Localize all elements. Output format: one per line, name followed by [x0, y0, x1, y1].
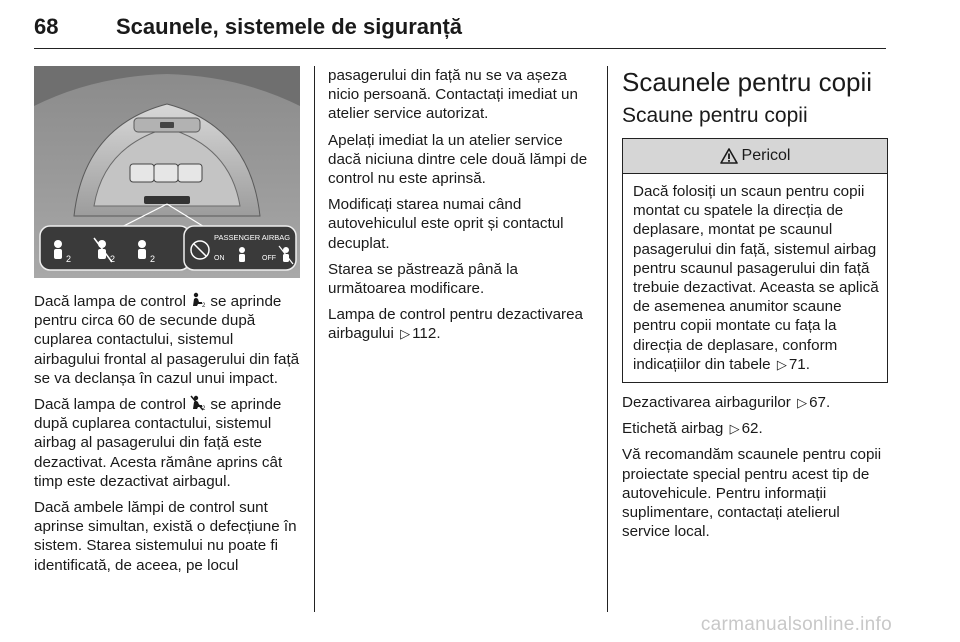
section-heading: Scaunele pentru copii	[622, 67, 873, 97]
page-ref-link[interactable]: 67.	[809, 394, 831, 412]
svg-text:2: 2	[202, 303, 206, 308]
photo-illustration	[34, 66, 300, 278]
panel-on-label: ON	[214, 255, 225, 262]
page-ref-link[interactable]: 112.	[412, 325, 441, 343]
page-header	[34, 8, 886, 50]
warning-triangle-icon	[720, 148, 738, 164]
airbag-on-icon	[190, 292, 206, 308]
paragraph-deactivation-lamp: Lampa de control pentru dezactivarea airbagului ▷ 112.	[328, 306, 583, 343]
svg-text:2: 2	[202, 406, 206, 412]
subsection-heading: Scaune pentru copii	[622, 104, 808, 127]
chapter-title: Scaunele, sistemele de siguranță	[116, 14, 463, 39]
page-ref-icon: ▷	[400, 326, 411, 342]
page-ref-icon: ▷	[776, 356, 787, 372]
page-number: 68	[34, 14, 59, 39]
column-divider-2	[607, 66, 608, 612]
icon-subscript-1: 2	[66, 254, 72, 264]
column-divider-1	[314, 66, 315, 612]
paragraph-continued: pasagerului din față nu se va așeza nicio persoană. Contactați imediat un atelier service autorizat.	[328, 67, 578, 123]
icon-subscript-2: 2	[110, 254, 116, 264]
paragraph-lamp-off: Dacă lampa de control 2 se aprinde după cuplarea contactului, sistemul airbag al pasagerului din față este dezactivat. Acesta rămâne aprins cât timp este dezactivat airbagul.	[34, 396, 283, 490]
panel-title: PASSENGER AIRBAG	[214, 233, 291, 242]
danger-header	[623, 139, 887, 174]
paragraph-both-lamps: Dacă ambele lămpi de control sunt aprinse simultan, există o defecțiune în sistem. Starea sistemului nu poate fi identificată, de aceea, pe locul	[34, 499, 297, 574]
paragraph-recommendation: Vă recomandăm scaunele pentru copii proiectate special pentru acest tip de autovehicule. Pentru informații suplimentare, contactați atelierul service local.	[622, 446, 882, 541]
paragraph-call-service: Apelați imediat la un atelier service dacă niciuna dintre cele două lămpi de control nu este aprinsă.	[328, 131, 588, 188]
column-3	[622, 66, 888, 548]
danger-title: Pericol	[741, 147, 791, 164]
paragraph-state-kept: Starea se păstrează până la următoarea modificare.	[328, 260, 518, 298]
page-ref-link[interactable]: 62.	[741, 420, 763, 438]
danger-text: Dacă folosiți un scaun pentru copii montat cu spatele la direcția de deplasare, montat pe scaunul pasagerului din față, sistemul airbag pentru scaunul pasagerului din față trebuie dezactivat. Aceasta se aplică de asemenea anumitor scaune pentru copii montate cu fața la direcția de deplasare, conform indicațiilor din tabele ▷ 71.	[633, 183, 879, 373]
icon-subscript-3: 2	[150, 254, 156, 264]
panel-off-label: OFF	[262, 255, 276, 262]
paragraph-change-state: Modificați starea numai când autovehiculul este oprit și contactul decuplat.	[328, 196, 564, 252]
page-ref-icon: ▷	[797, 395, 808, 411]
header-rule	[34, 48, 886, 49]
column-2	[328, 66, 594, 351]
page-ref-link[interactable]: 71.	[788, 355, 810, 373]
danger-box	[622, 138, 888, 383]
paragraph-lamp-on: Dacă lampa de control 2 se aprinde pentru circa 60 de secunde după cuplarea contactului, sistemul airbagului frontal al pasagerului din față se va declanșa în cazul unui impact.	[34, 293, 300, 387]
ref-airbag-label: Etichetă airbag ▷ 62.	[622, 420, 763, 438]
overhead-console-photo	[34, 66, 300, 278]
ref-deactivation: Dezactivarea airbagurilor ▷ 67.	[622, 394, 831, 412]
page-ref-icon: ▷	[729, 421, 740, 437]
airbag-off-icon	[190, 395, 206, 411]
column-1	[34, 66, 300, 582]
watermark: carmanualsonline.info	[700, 614, 892, 635]
